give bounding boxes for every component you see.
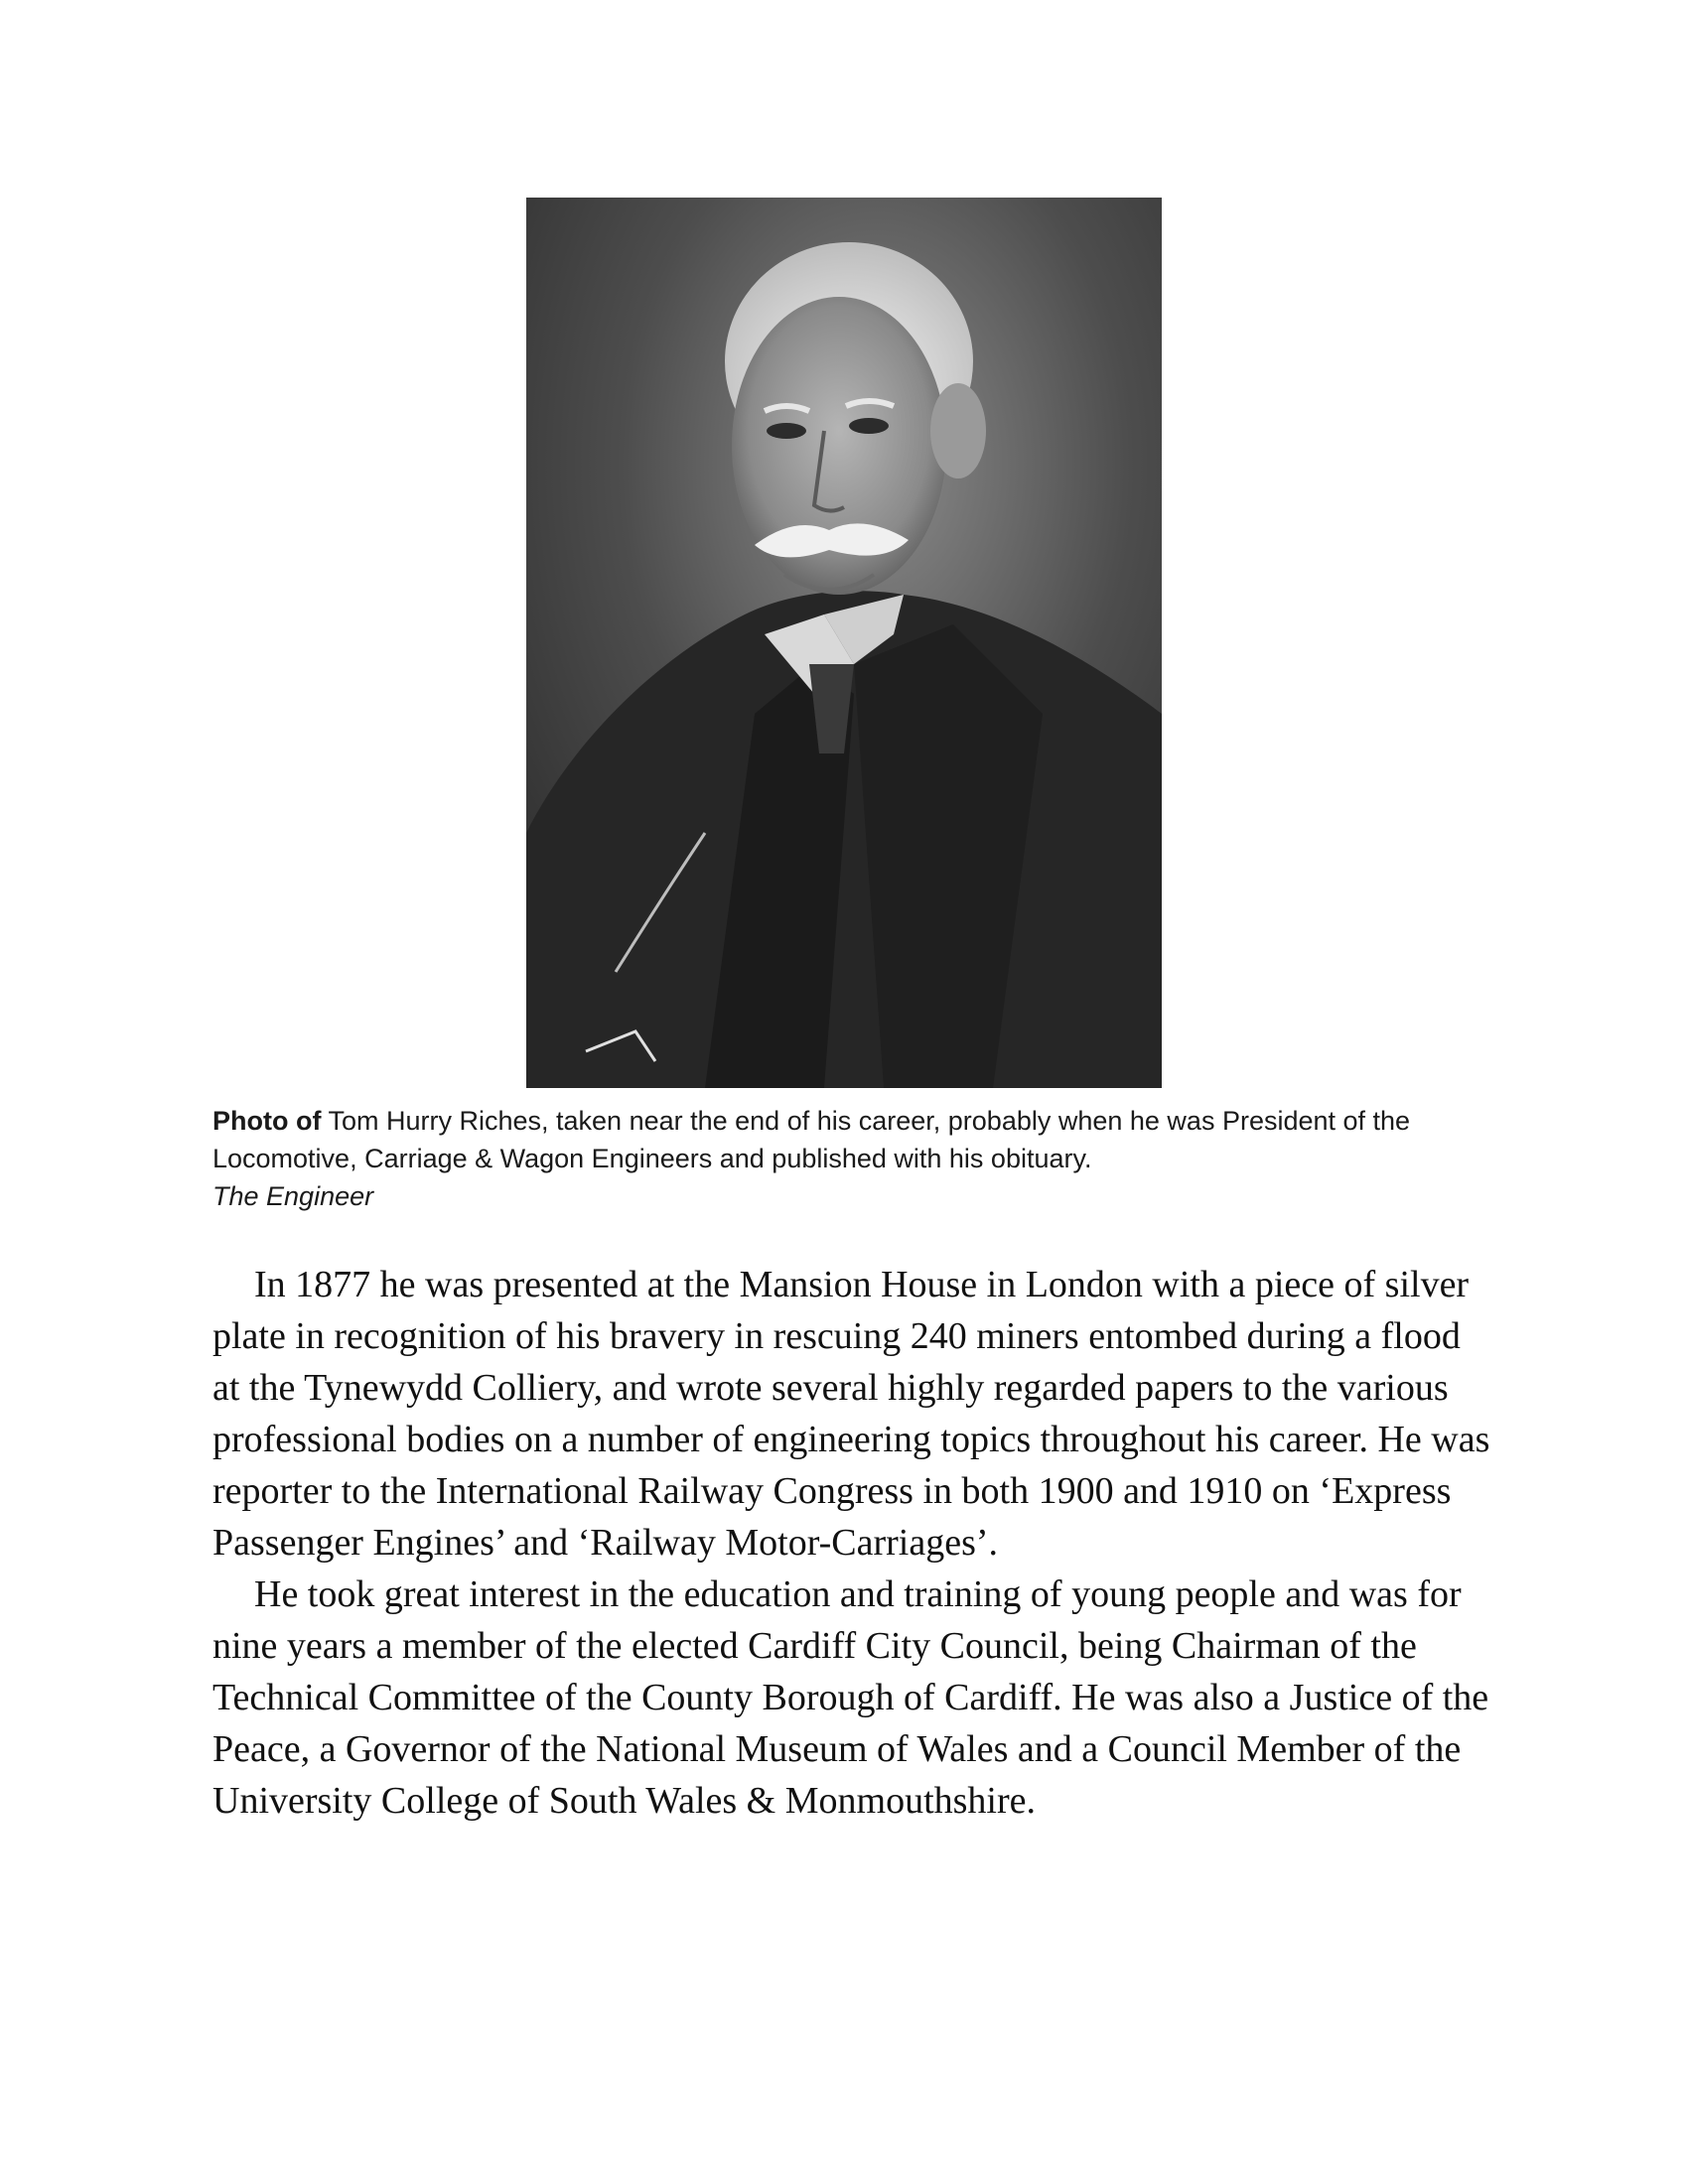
body-text bbox=[212, 1259, 1493, 1827]
paragraph: In 1877 he was presented at the Mansion House in London with a piece of silver plate in recognition of his bravery in rescuing 240 miners entombed during a flood at the Tynewydd Colliery, and wrote several highly regarded papers to the various professional bodies on a number of engineering topics throughout his career. He was reporter to the International Railway Congress in both 1900 and 1910 on ‘Express Passenger Engines’ and ‘Railway Motor-Carriages’. bbox=[212, 1264, 1490, 1564]
portrait-figure bbox=[526, 198, 1162, 1088]
paragraph: He took great interest in the education and training of young people and was for nine years a member of the elected Cardiff City Council, being Chairman of the Technical Committee of the County Borough of Cardiff. He was also a Justice of the Peace, a Governor of the National Museum of Wales and a Council Member of the University College of South Wales & Monmouthshire. bbox=[212, 1573, 1489, 1822]
portrait-photo bbox=[526, 198, 1162, 1088]
caption-source: The Engineer bbox=[212, 1181, 374, 1211]
photo-caption bbox=[212, 1102, 1503, 1215]
caption-lead: Photo of bbox=[212, 1106, 322, 1136]
caption-text: Tom Hurry Riches, taken near the end of his career, probably when he was President of the Locomotive, Carriage & Wagon Engineers and published with his obituary. bbox=[212, 1106, 1411, 1173]
